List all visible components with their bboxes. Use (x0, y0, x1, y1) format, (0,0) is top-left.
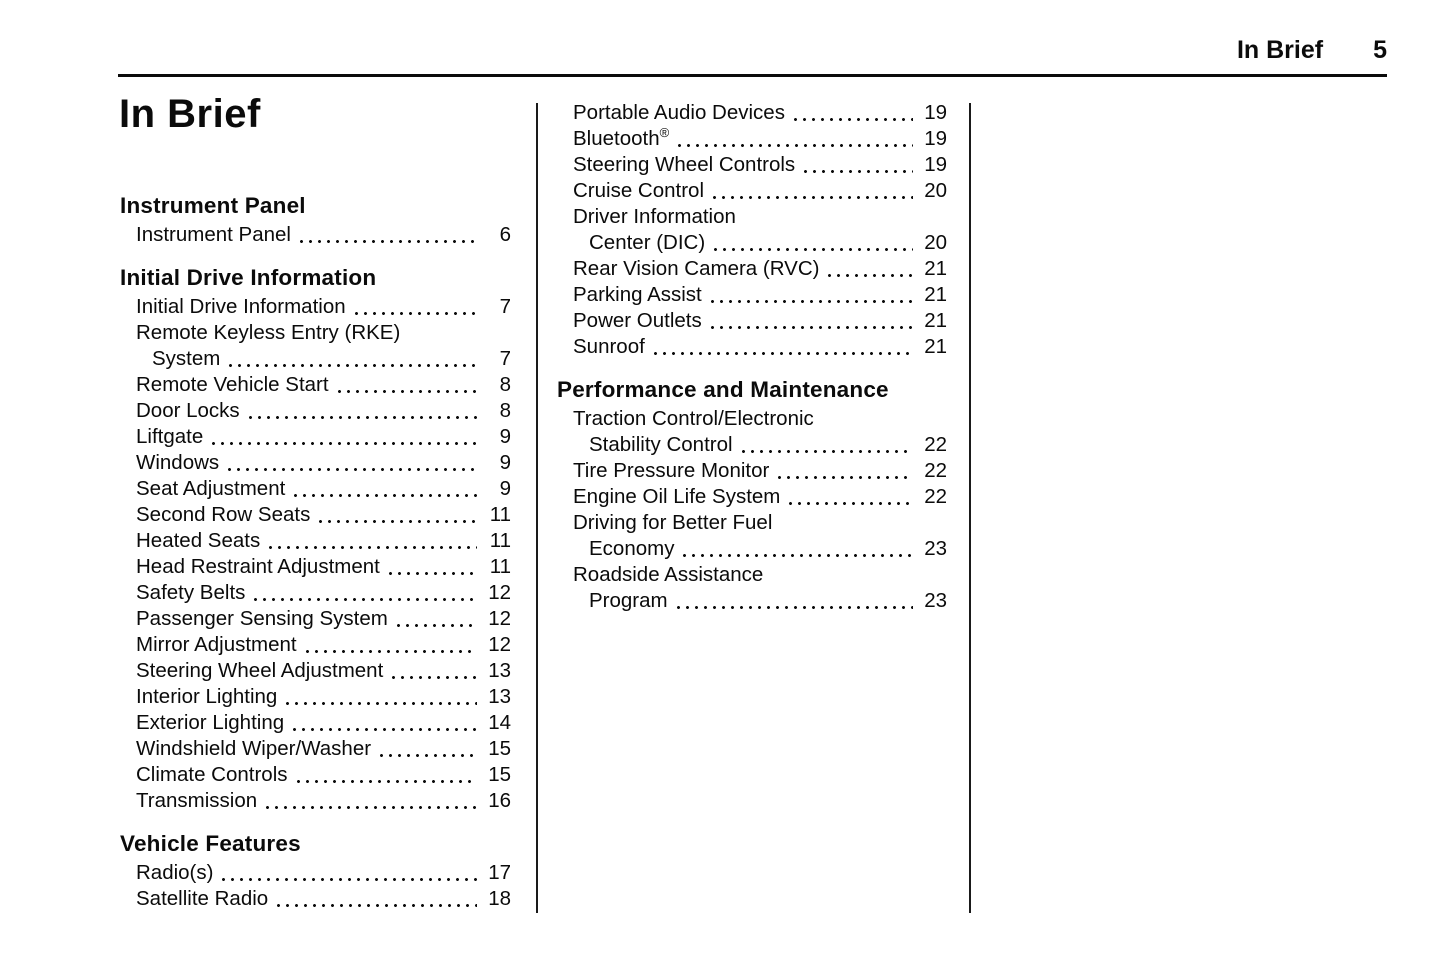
toc-entry-line (120, 710, 511, 736)
toc-entry-line (557, 588, 947, 614)
toc-entry-line (557, 562, 947, 588)
dot-leader (266, 546, 477, 549)
dot-leader (352, 312, 477, 315)
dot-leader (209, 442, 477, 445)
dot-leader (226, 364, 477, 367)
page-number: 22 (924, 459, 947, 482)
page-number: 20 (924, 231, 947, 254)
dot-leader (283, 702, 477, 705)
dot-leader (335, 390, 477, 393)
toc-entry-line (557, 308, 947, 334)
page-number: 12 (488, 633, 511, 656)
dot-leader (225, 468, 477, 471)
page-number: 8 (499, 373, 511, 396)
page-number: 22 (924, 433, 947, 456)
entry-label: Stability Control (589, 433, 733, 456)
toc-entry-line (557, 204, 947, 230)
toc-entry-line (557, 178, 947, 204)
entry-label: Safety Belts (136, 581, 246, 604)
toc-entry-line (120, 528, 511, 554)
toc-entry-line (120, 762, 511, 788)
toc-entry (557, 484, 947, 510)
dot-leader (316, 520, 477, 523)
column-divider-2 (969, 103, 971, 913)
toc-entry-line (120, 736, 511, 762)
entry-label: Rear Vision Camera (RVC) (573, 257, 820, 280)
entry-label: Exterior Lighting (136, 711, 285, 734)
page-number: 7 (499, 347, 511, 370)
toc-entry-line (557, 230, 947, 256)
toc-entry (120, 554, 511, 580)
page-number: 12 (488, 581, 511, 604)
toc-entry (120, 606, 511, 632)
toc-section (557, 100, 947, 360)
dot-leader (219, 878, 477, 881)
toc-entry (120, 736, 511, 762)
entry-label: System (152, 347, 221, 370)
page-number: 9 (499, 451, 511, 474)
toc-entry (120, 684, 511, 710)
dot-leader (651, 352, 913, 355)
toc-entry-line (120, 398, 511, 424)
page-number: 23 (924, 589, 947, 612)
dot-leader (791, 118, 913, 121)
toc-entry (120, 632, 511, 658)
toc-entry-line (120, 860, 511, 886)
toc-entry (557, 282, 947, 308)
page-number: 19 (924, 127, 947, 150)
toc-entry (120, 788, 511, 814)
dot-leader (386, 572, 477, 575)
toc-entry-line (120, 372, 511, 398)
toc-entry-line (120, 320, 511, 346)
toc-entry-line (120, 606, 511, 632)
dot-leader (394, 624, 477, 627)
page-number: 21 (924, 309, 947, 332)
page-number: 21 (924, 335, 947, 358)
entry-label: Bluetooth® (573, 125, 670, 150)
entry-label: Head Restraint Adjustment (136, 555, 380, 578)
toc-entry-line (557, 406, 947, 432)
dot-leader (290, 728, 477, 731)
entry-label: Center (DIC) (589, 231, 706, 254)
toc-entry (120, 320, 511, 372)
entry-label: Cruise Control (573, 179, 705, 202)
toc-entry (557, 334, 947, 360)
page-number: 6 (499, 223, 511, 246)
toc-section (120, 830, 511, 912)
toc-entry-line (120, 294, 511, 320)
page-number: 8 (499, 399, 511, 422)
toc-entry-line (120, 476, 511, 502)
toc-entry (120, 886, 511, 912)
entry-label: Remote Keyless Entry (RKE) (136, 321, 401, 344)
page-number: 11 (489, 503, 511, 526)
toc-entry-line (120, 346, 511, 372)
entry-label: Portable Audio Devices (573, 101, 785, 124)
toc-entry-line (120, 658, 511, 684)
page-number: 11 (489, 555, 511, 578)
entry-label: Instrument Panel (136, 223, 291, 246)
entry-label: Driving for Better Fuel (573, 511, 773, 534)
entry-label: Satellite Radio (136, 887, 269, 910)
entry-label: Steering Wheel Controls (573, 153, 796, 176)
entry-label: Roadside Assistance (573, 563, 764, 586)
toc-entry (120, 476, 511, 502)
dot-leader (710, 196, 913, 199)
entry-label: Steering Wheel Adjustment (136, 659, 384, 682)
page-number: 15 (488, 737, 511, 760)
toc-entry (120, 502, 511, 528)
page-number: 14 (488, 711, 511, 734)
toc-entry-line (120, 788, 511, 814)
entry-label: Program (589, 589, 668, 612)
toc-entry (557, 204, 947, 256)
toc-section-heading: Initial Drive Information (120, 265, 377, 290)
toc-entry (557, 308, 947, 334)
toc-entry-line (120, 580, 511, 606)
toc-entry-line (557, 126, 947, 152)
entry-label: Interior Lighting (136, 685, 278, 708)
entry-label: Driver Information (573, 205, 736, 228)
entry-label: Sunroof (573, 335, 645, 358)
toc-entry-line (120, 222, 511, 248)
entry-label: Climate Controls (136, 763, 288, 786)
dot-leader (263, 806, 477, 809)
registered-trademark-mark: ® (659, 125, 670, 141)
dot-leader (775, 476, 913, 479)
column-divider-1 (536, 103, 538, 913)
page-number: 21 (924, 257, 947, 280)
toc-entry-line (120, 554, 511, 580)
toc-entry-line (120, 424, 511, 450)
page-number: 13 (488, 685, 511, 708)
toc-section-heading: Vehicle Features (120, 831, 301, 856)
toc-entry-line (557, 484, 947, 510)
toc-entry-line (120, 886, 511, 912)
entry-label: Heated Seats (136, 529, 261, 552)
page-number: 18 (488, 887, 511, 910)
toc-entry (120, 658, 511, 684)
entry-label: Transmission (136, 789, 258, 812)
entry-label: Economy (589, 537, 675, 560)
entry-label: Tire Pressure Monitor (573, 459, 770, 482)
dot-leader (680, 554, 913, 557)
toc-entry-line (557, 256, 947, 282)
page-number: 21 (924, 283, 947, 306)
page-number: 13 (488, 659, 511, 682)
toc-section-heading: Instrument Panel (120, 193, 306, 218)
page-number: 19 (924, 153, 947, 176)
toc-entry (557, 126, 947, 152)
entry-label: Radio(s) (136, 861, 214, 884)
toc-entry-line (120, 502, 511, 528)
dot-leader (708, 300, 913, 303)
toc-entry (120, 710, 511, 736)
toc-entry-line (120, 632, 511, 658)
dot-leader (291, 494, 477, 497)
dot-leader (786, 502, 913, 505)
dot-leader (297, 240, 477, 243)
page-number: 23 (924, 537, 947, 560)
toc-entry-line (557, 334, 947, 360)
page-number: 17 (488, 861, 511, 884)
page-number: 20 (924, 179, 947, 202)
page-number: 9 (499, 477, 511, 500)
entry-label: Mirror Adjustment (136, 633, 297, 656)
page-number: 11 (489, 529, 511, 552)
toc-entry (557, 458, 947, 484)
toc-entry (557, 100, 947, 126)
entry-label: Traction Control/Electronic (573, 407, 814, 430)
toc-entry (120, 762, 511, 788)
entry-label: Windshield Wiper/Washer (136, 737, 372, 760)
dot-leader (825, 274, 913, 277)
page-number: 16 (488, 789, 511, 812)
toc-section (120, 192, 511, 248)
toc-entry (557, 178, 947, 204)
toc-entry (120, 580, 511, 606)
entry-label: Remote Vehicle Start (136, 373, 329, 396)
entry-label: Liftgate (136, 425, 204, 448)
entry-label: Engine Oil Life System (573, 485, 781, 508)
dot-leader (251, 598, 477, 601)
page-number: 12 (488, 607, 511, 630)
dot-leader (739, 450, 913, 453)
page-number: 9 (499, 425, 511, 448)
toc-entry (120, 860, 511, 886)
toc-entry (120, 294, 511, 320)
toc-entry-line (557, 458, 947, 484)
entry-label: Door Locks (136, 399, 240, 422)
toc-entry (120, 372, 511, 398)
dot-leader (303, 650, 477, 653)
toc-column-1 (120, 176, 511, 912)
toc-entry-line (557, 510, 947, 536)
toc-entry-line (557, 100, 947, 126)
header-rule (118, 74, 1387, 77)
toc-entry-line (120, 684, 511, 710)
entry-label: Initial Drive Information (136, 295, 346, 318)
toc-entry (120, 222, 511, 248)
dot-leader (377, 754, 477, 757)
page-number: 19 (924, 101, 947, 124)
toc-entry (120, 450, 511, 476)
toc-entry (120, 398, 511, 424)
toc-entry (557, 406, 947, 458)
page-number: 15 (488, 763, 511, 786)
entry-label: Seat Adjustment (136, 477, 286, 500)
toc-entry (557, 562, 947, 614)
dot-leader (801, 170, 913, 173)
page-title: In Brief (119, 92, 261, 136)
toc-entry-line (557, 282, 947, 308)
toc-entry (120, 424, 511, 450)
toc-entry-line (557, 432, 947, 458)
dot-leader (389, 676, 477, 679)
entry-label: Second Row Seats (136, 503, 311, 526)
entry-label: Passenger Sensing System (136, 607, 388, 630)
toc-section-heading: Performance and Maintenance (557, 377, 889, 402)
dot-leader (274, 904, 477, 907)
toc-entry (120, 528, 511, 554)
running-header (1237, 36, 1387, 65)
entry-label: Parking Assist (573, 283, 702, 306)
dot-leader (294, 780, 477, 783)
dot-leader (711, 248, 913, 251)
toc-entry (557, 152, 947, 178)
dot-leader (246, 416, 477, 419)
toc-entry-line (120, 450, 511, 476)
toc-entry (557, 256, 947, 282)
toc-section (557, 376, 947, 614)
toc-entry (557, 510, 947, 562)
toc-column-2 (557, 100, 947, 614)
toc-entry-line (557, 152, 947, 178)
dot-leader (675, 144, 913, 147)
dot-leader (674, 606, 913, 609)
page-number: 22 (924, 485, 947, 508)
page-number: 7 (499, 295, 511, 318)
dot-leader (708, 326, 913, 329)
toc-entry-line (557, 536, 947, 562)
entry-label: Power Outlets (573, 309, 702, 332)
entry-label: Windows (136, 451, 220, 474)
toc-section (120, 264, 511, 814)
running-header-section: In Brief (1236, 36, 1324, 64)
running-header-page-number: 5 (1373, 36, 1387, 64)
